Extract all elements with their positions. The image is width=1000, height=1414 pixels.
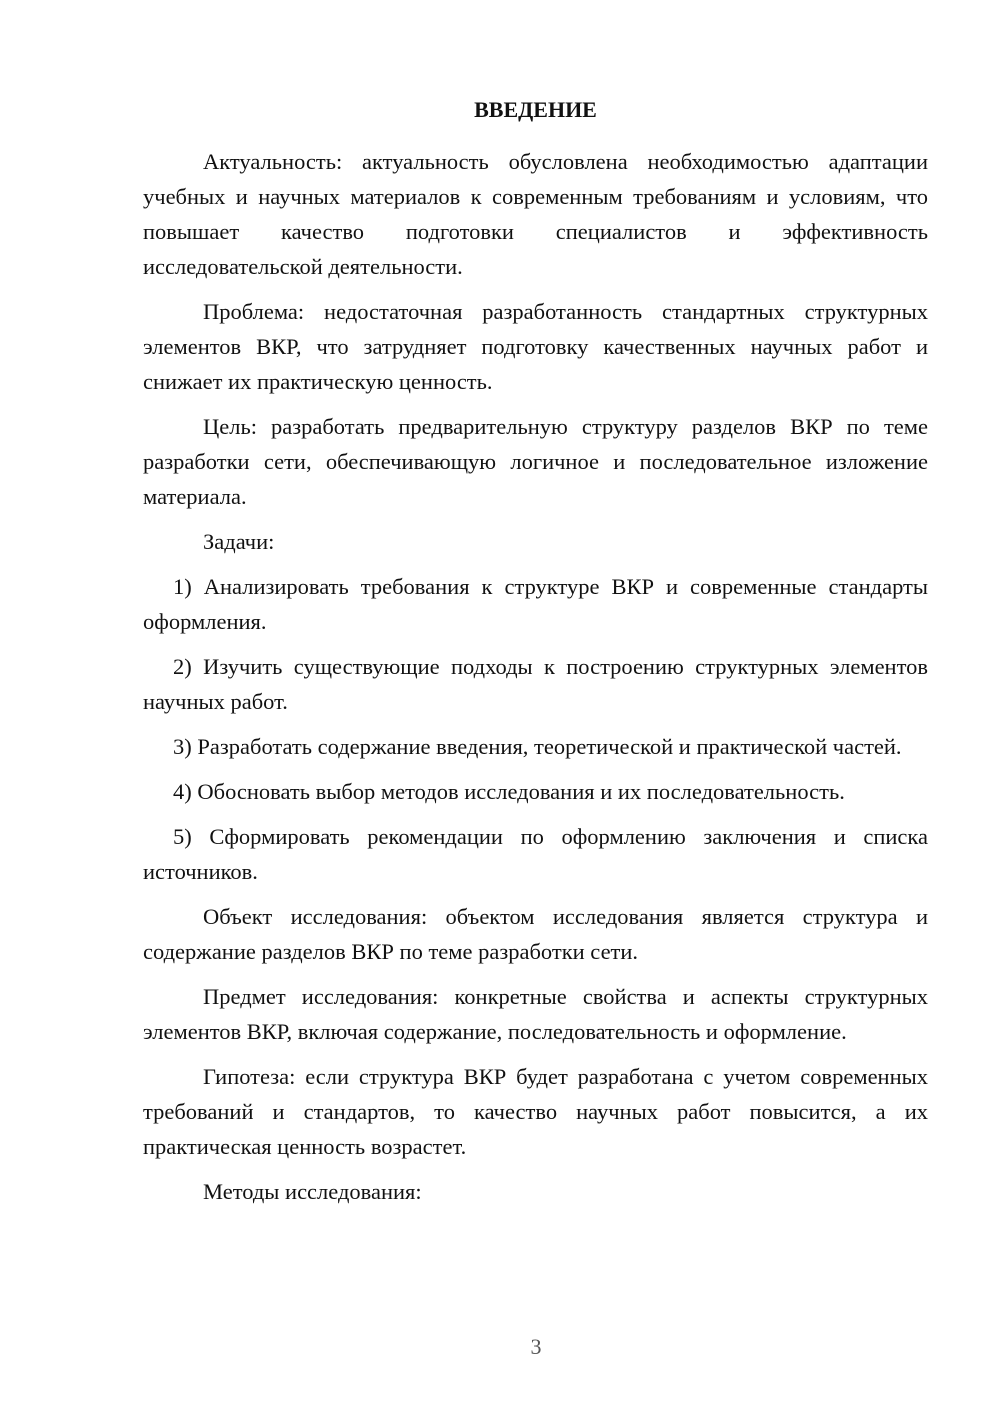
paragraph-subject: Предмет исследования: конкретные свойства и аспекты структурных элементов ВКР, включая содержание, последовательность и оформление. [143, 984, 928, 1044]
page-number: 3 [530, 1334, 542, 1359]
paragraph-problem: Проблема: недостаточная разработанность стандартных структурных элементов ВКР, что затрудняет подготовку качественных научных работ и снижает их практическую ценность. [143, 299, 928, 394]
paragraph-hypothesis: Гипотеза: если структура ВКР будет разработана с учетом современных требований и стандартов, то качество научных работ повысится, а их практическая ценность возрастет. [143, 1064, 928, 1159]
task-item-2: 2) Изучить существующие подходы к построению структурных элементов научных работ. [143, 654, 928, 714]
task-item-5: 5) Сформировать рекомендации по оформлению заключения и списка источников. [143, 824, 928, 884]
task-item-3: 3) Разработать содержание введения, теоретической и практической частей. [173, 734, 902, 759]
tasks-heading: Задачи: [203, 529, 275, 554]
page-content [143, 90, 928, 1219]
paragraph-goal: Цель: разработать предварительную структуру разделов ВКР по теме разработки сети, обеспечивающую логичное и последовательное изложение материала. [143, 414, 928, 509]
paragraph-object: Объект исследования: объектом исследования является структура и содержание разделов ВКР по теме разработки сети. [143, 904, 928, 964]
page-title: ВВЕДЕНИЕ [474, 97, 597, 122]
task-item-1: 1) Анализировать требования к структуре ВКР и современные стандарты оформления. [143, 574, 928, 634]
task-item-4: 4) Обосновать выбор методов исследования и их последовательность. [173, 779, 845, 804]
paragraph-relevance: Актуальность: актуальность обусловлена необходимостью адаптации учебных и научных материалов к современным требованиям и условиям, что повышает качество подготовки специалистов и эффективность исследовательской деятельности. [143, 149, 928, 279]
paragraph-methods: Методы исследования: [203, 1179, 422, 1204]
